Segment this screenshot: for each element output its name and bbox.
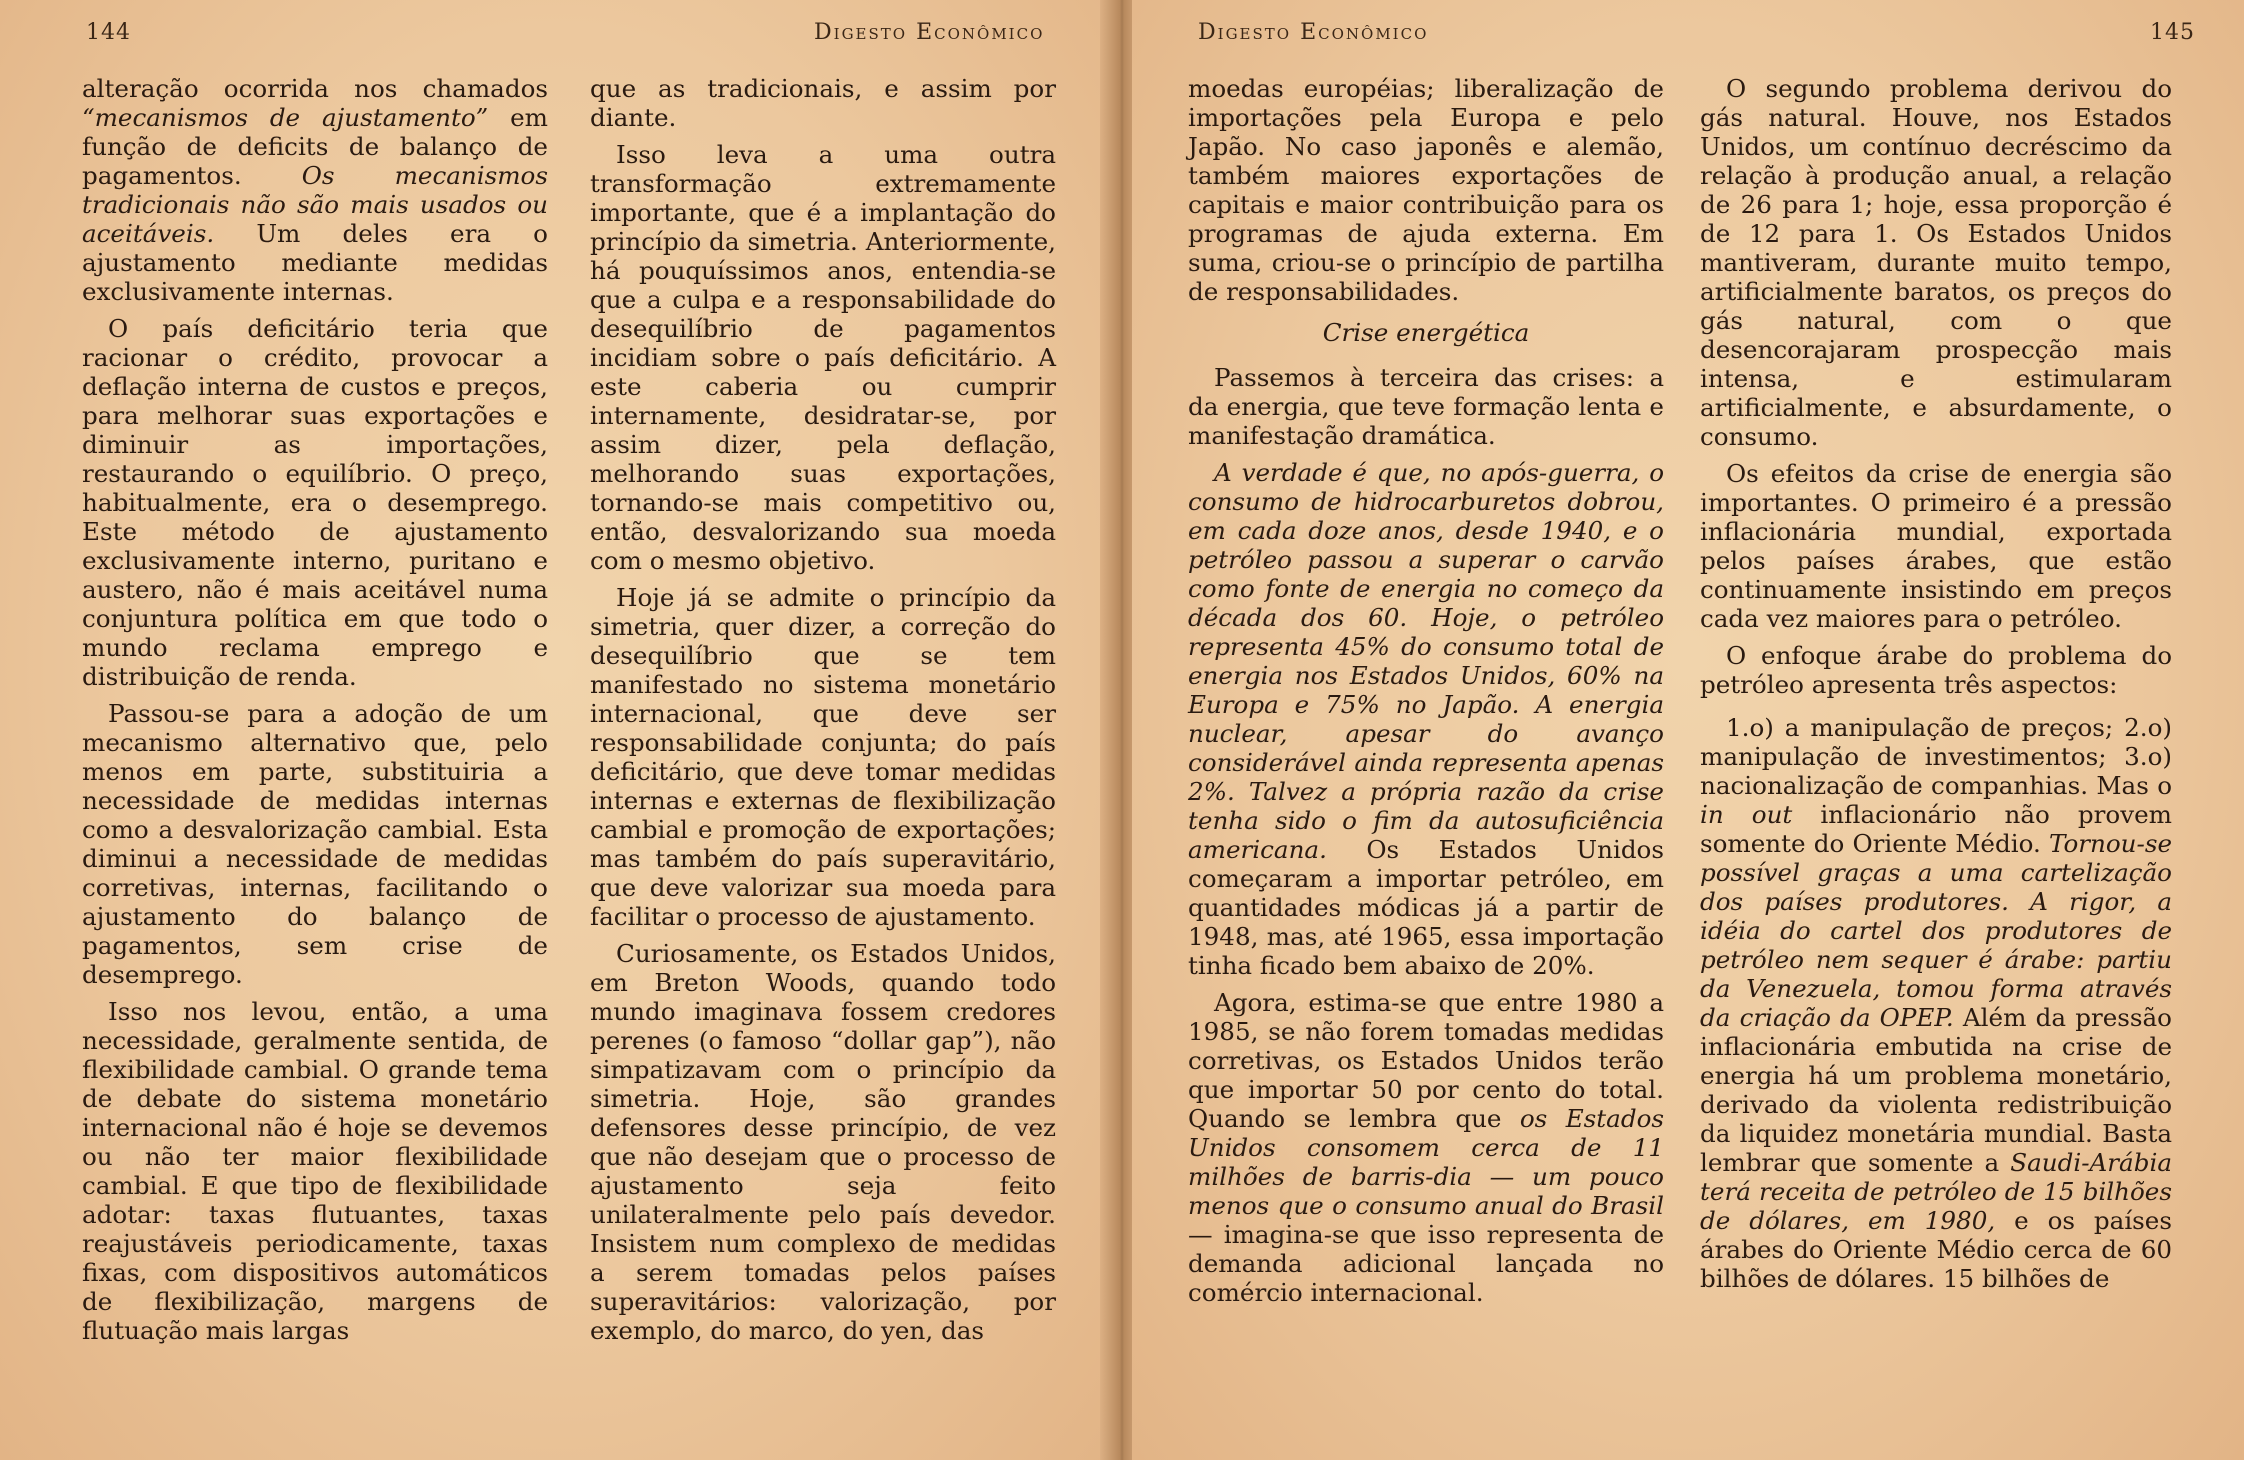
text-segment: O país deficitário teria que racionar o crédito, provocar a deflação interna de custos e preços, para melhorar suas exportações e diminuir as importações, restaurando o equilíbrio. O preço, habitualmente, era o desemprego. Este método de ajustamento exclusivamente interno, puritano e austero, não é mais aceitável numa conjuntura política em que todo o mundo reclama emprego e distribuição de renda. (82, 314, 548, 691)
text-segment: em função de deficits de balanço de pagamentos. (82, 103, 548, 190)
text-segment: inflacionário não provem somente do Oriente Médio. (1700, 800, 2172, 858)
text-segment: Um deles era o ajustamento mediante medidas exclusivamente internas. (82, 219, 548, 306)
page-number-right: 145 (2150, 20, 2195, 45)
text-segment: O enfoque árabe do problema do petróleo apresenta três aspectos: (1700, 641, 2172, 699)
italic-text: A verdade é que, no após-guerra, o consumo de hidrocarburetos dobrou, em cada doze anos, desde 1940, e o petróleo passou a superar o carvão como fonte de energia no começo da década dos 60. Hoje, o petróleo representa 45% do consumo total de energia nos Estados Unidos, 60% na Europa e 75% no Japão. A energia nuclear, apesar do avanço considerável ainda representa apenas 2%. Talvez a própria razão da crise tenha sido o fim da autosuficiência americana. (1188, 458, 1664, 864)
text-segment: alteração ocorrida nos chamados (82, 74, 548, 103)
text-segment: Isso leva a uma outra transformação extremamente importante, que é a implantação do princípio da simetria. Anteriormente, há pouquíssimos anos, entendia-se que a culpa e a responsabilidade do desequilíbrio de pagamentos incidiam sobre o país deficitário. A este caberia ou cumprir internamente, desidratar-se, por assim dizer, pela deflação, melhorando suas exportações, tornando-se mais competitivo ou, então, desvalorizando sua moeda com o mesmo objetivo. (590, 140, 1056, 575)
paragraph (1700, 713, 2172, 1293)
text-segment: Curiosamente, os Estados Unidos, em Breton Woods, quando todo mundo imaginava fossem credores perenes (o famoso “dollar gap”), não simpatizavam com o princípio da simetria. Hoje, são grandes defensores desse princípio, de vez que não desejam que o processo de ajustamento seja feito unilateralmente pelo país devedor. Insistem num complexo de medidas a serem tomadas pelos países superavitários: valorização, por exemplo, do marco, do yen, das (590, 939, 1056, 1345)
section-heading (1188, 318, 1664, 347)
right-page-column-2 (1700, 74, 2172, 1301)
italic-text: os Estados Unidos consomem cerca de 11 milhões de barris-dia — um pouco menos que o consumo anual do Brasil (1188, 1104, 1664, 1220)
text-segment: moedas européias; liberalização de importações pela Europa e pelo Japão. No caso japonês e alemão, também maiores exportações de capitais e maior contribuição para os programas de ajuda externa. Em suma, criou-se o princípio de partilha de responsabilidades. (1188, 74, 1664, 306)
text-segment: Passemos à terceira das crises: a da energia, que teve formação lenta e manifestação dramática. (1188, 363, 1664, 450)
text-segment: Hoje já se admite o princípio da simetria, quer dizer, a correção do desequilíbrio que se tem manifestado no sistema monetário internacional, que deve ser responsabilidade conjunta; do país deficitário, que deve tomar medidas internas e externas de flexibilização cambial e promoção de exportações; mas também do país superavitário, que deve valorizar sua moeda para facilitar o processo de ajustamento. (590, 583, 1056, 931)
italic-text: in out (1700, 800, 1793, 829)
text-segment: Passou-se para a adoção de um mecanismo alternativo que, pelo menos em parte, substituiria a necessidade de medidas internas como a desvalorização cambial. Esta diminui a necessidade de medidas corretivas, internas, facilitando o ajustamento do balanço de pagamentos, sem crise de desemprego. (82, 699, 548, 989)
left-page (0, 0, 1112, 1460)
italic-text: Tornou-se possível graças a uma cartelização dos países produtores. A rigor, a idéia do cartel dos produtores de petróleo nem sequer é árabe: partiu da Venezuela, tomou forma através da criação da OPEP. (1700, 829, 2172, 1032)
text-segment: 1.o) a manipulação de preços; 2.o) manipulação de investimentos; 3.o) nacionalização de companhias. Mas o (1700, 713, 2172, 800)
paragraph (82, 699, 548, 989)
text-segment: O segundo problema derivou do gás natural. Houve, nos Estados Unidos, um contínuo decréscimo da relação à produção anual, a relação de 26 para 1; hoje, essa proporção é de 12 para 1. Os Estados Unidos mantiveram, durante muito tempo, artificialmente baratos, os preços do gás natural, com o que desencorajaram prospecção mais intensa, e estimularam artificialmente, e absurdamente, o consumo. (1700, 74, 2172, 451)
paragraph (590, 140, 1056, 575)
page-number-left: 144 (86, 20, 131, 45)
paragraph (1188, 74, 1664, 306)
running-head-left: Digesto Econômico (814, 20, 1045, 45)
left-page-column-2 (590, 74, 1056, 1353)
text-segment: Os Estados Unidos começaram a importar petróleo, em quantidades módicas já a partir de 1948, mas, até 1965, essa importação tinha ficado bem abaixo de 20%. (1188, 835, 1664, 980)
running-head-right: Digesto Econômico (1198, 20, 1429, 45)
left-page-column-1 (82, 74, 548, 1353)
italic-text: “mecanismos de ajustamento” (82, 103, 489, 132)
paragraph (590, 583, 1056, 931)
paragraph (82, 314, 548, 691)
text-segment: e os países árabes do Oriente Médio cerca de 60 bilhões de dólares. 15 bilhões de (1700, 1206, 2172, 1293)
text-segment: que as tradicionais, e assim por diante. (590, 74, 1056, 132)
text-segment: Isso nos levou, então, a uma necessidade, geralmente sentida, de flexibilidade cambial. O grande tema de debate do sistema monetário internacional não é hoje se devemos ou não ter maior flexibilidade cambial. E que tipo de flexibilidade adotar: taxas flutuantes, taxas reajustáveis periodicamente, taxas fixas, com dispositivos automáticos de flexibilização, margens de flutuação mais largas (82, 997, 548, 1345)
paragraph (82, 74, 548, 306)
paragraph (1188, 458, 1664, 980)
text-segment: Além da pressão inflacionária embutida na crise de energia há um problema monetário, derivado da violenta redistribuição da liquidez monetária mundial. Basta lembrar que somente a (1700, 1003, 2172, 1177)
right-page (1132, 0, 2244, 1460)
right-page-column-1 (1188, 74, 1664, 1315)
text-segment: Agora, estima-se que entre 1980 a 1985, se não forem tomadas medidas corretivas, os Estados Unidos terão que importar 50 por cento do total. Quando se lembra que (1188, 988, 1664, 1133)
paragraph (1188, 363, 1664, 450)
paragraph (1188, 988, 1664, 1307)
paragraph (590, 74, 1056, 132)
paragraph (1700, 459, 2172, 633)
italic-text: Saudi-Arábia terá receita de petróleo de 15 bilhões de dólares, em 1980, (1700, 1148, 2172, 1235)
italic-text: Os mecanismos tradicionais não são mais usados ou aceitáveis. (82, 161, 548, 248)
paragraph (82, 997, 548, 1345)
paragraph (590, 939, 1056, 1345)
text-segment: Os efeitos da crise de energia são importantes. O primeiro é a pressão inflacionária mundial, exportada pelos países árabes, que estão continuamente insistindo em preços cada vez maiores para o petróleo. (1700, 459, 2172, 633)
text-segment: Crise energética (1322, 318, 1530, 347)
paragraph (1700, 641, 2172, 699)
paragraph (1700, 74, 2172, 451)
text-segment: — imagina-se que isso representa de demanda adicional lançada no comércio internacional. (1188, 1220, 1664, 1307)
